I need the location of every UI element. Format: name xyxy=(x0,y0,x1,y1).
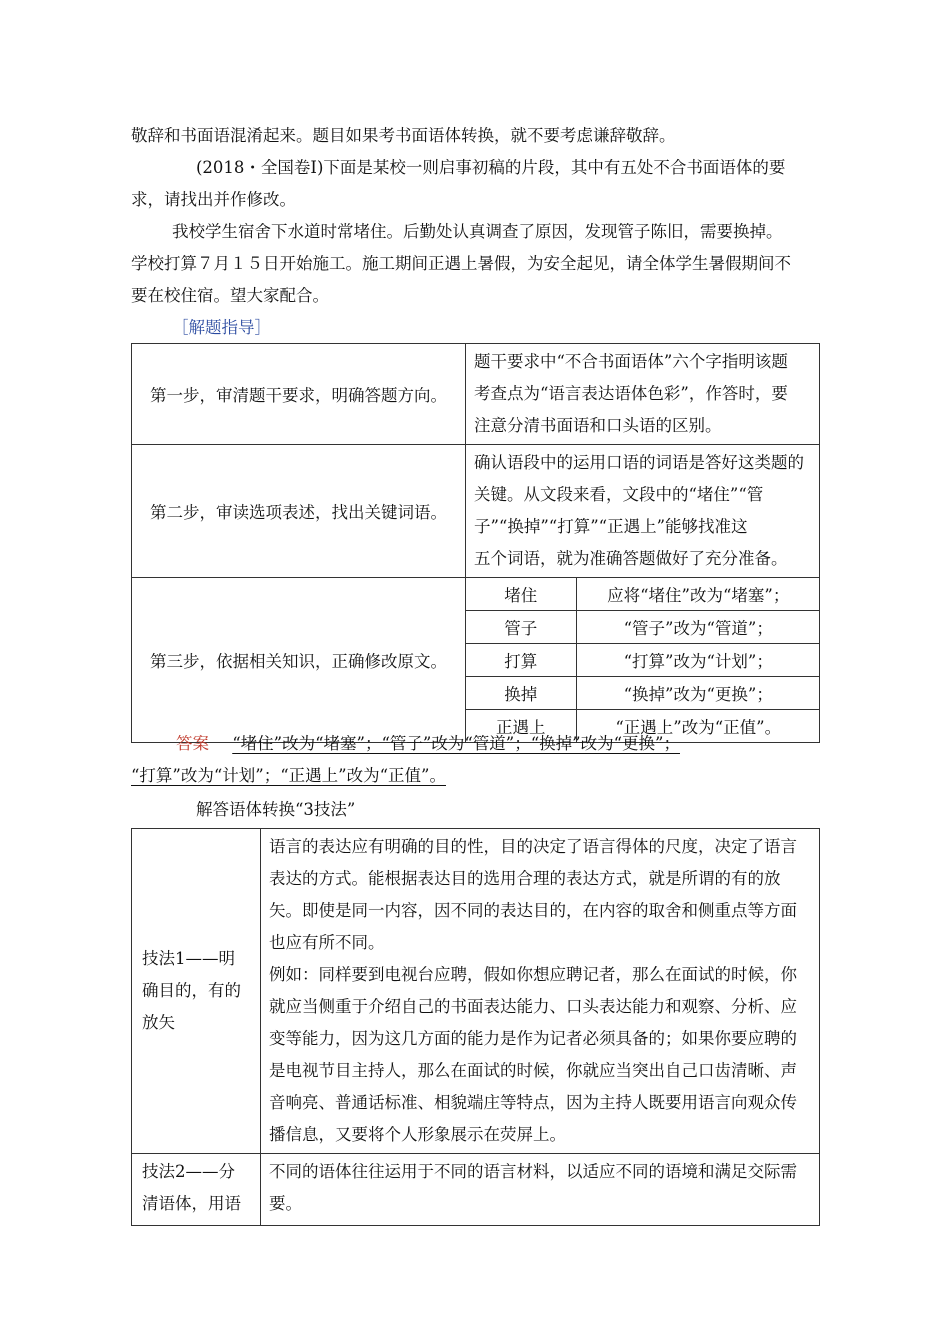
fix-row xyxy=(466,578,820,611)
answer-text: “打算”改为“计划”；“正遇上”改为“正值”。 xyxy=(131,766,446,785)
step-detail-line: 五个词语，就为准确答题做好了充分准备。 xyxy=(474,549,788,568)
step-row xyxy=(132,578,820,743)
fix-text: “正遇上”改为“正值”。 xyxy=(576,710,820,743)
methods-title: 解答语体转换“3技法” xyxy=(196,800,356,819)
question-text-line: (2018・全国卷Ⅰ)下面是某校一则启事初稿的片段，其中有五处不合书面语体的要 xyxy=(196,158,786,177)
method-text-line: 要。 xyxy=(269,1194,302,1213)
fix-table xyxy=(466,578,820,742)
answer-text: “堵住”改为“堵塞”；“管子”改为“管道”；“换掉”改为“更换”； xyxy=(232,734,680,753)
step-label: 第一步，审清题干要求，明确答题方向。 xyxy=(150,386,447,405)
steps-table xyxy=(131,343,820,743)
fix-word: 打算 xyxy=(466,644,576,677)
step-row xyxy=(132,344,820,445)
method-label-line: 技法1——明 xyxy=(142,949,235,968)
method-label-line: 确目的，有的 xyxy=(142,981,241,1000)
fix-row xyxy=(466,611,820,644)
method-text-line: 表达的方式。能根据表达目的选用合理的表达方式，就是所谓的有的放 xyxy=(269,869,781,888)
method-row xyxy=(132,829,820,1154)
fix-word: 换掉 xyxy=(466,677,576,710)
fix-word: 管子 xyxy=(466,611,576,644)
fix-text: 应将“堵住”改为“堵塞”； xyxy=(576,578,820,611)
fix-row xyxy=(466,644,820,677)
method-text-line: 播信息，又要将个人形象展示在荧屏上。 xyxy=(269,1125,566,1144)
method-text-line: 变等能力，因为这几方面的能力是作为记者必须具备的；如果你要应聘的 xyxy=(269,1029,797,1048)
method-text-line: 矢。即使是同一内容，因不同的表达目的，在内容的取舍和侧重点等方面 xyxy=(269,901,797,920)
method-text-line: 是电视节目主持人，那么在面试的时候，你就应当突出自己口齿清晰、声 xyxy=(269,1061,797,1080)
step-label: 第三步，依据相关知识，正确修改原文。 xyxy=(150,652,447,671)
step-detail-line: 注意分清书面语和口头语的区别。 xyxy=(474,416,722,435)
answer-line xyxy=(176,732,680,756)
method-label-line: 技法2——分 xyxy=(142,1162,235,1181)
answer-label: 答案 xyxy=(176,734,209,753)
passage-text-line: 学校打算７月１５日开始施工。施工期间正遇上暑假，为安全起见，请全体学生暑假期间不 xyxy=(131,254,791,273)
step-row xyxy=(132,445,820,578)
fix-word: 正遇上 xyxy=(466,710,576,743)
methods-table xyxy=(131,828,820,1226)
step-detail-line: 关键。从文段来看，文段中的“堵住”“管 xyxy=(474,485,764,504)
step-detail-line: 题干要求中“不合书面语体”六个字指明该题 xyxy=(474,352,788,371)
question-text-line: 求，请找出并作修改。 xyxy=(131,190,296,209)
step-detail-line: 子”“换掉”“打算”“正遇上”能够找准这 xyxy=(474,517,748,536)
fix-word: 堵住 xyxy=(466,578,576,611)
passage-text-line: 要在校住宿。望大家配合。 xyxy=(131,286,329,305)
method-label-line: 放矢 xyxy=(142,1013,175,1032)
fix-text: “换掉”改为“更换”； xyxy=(576,677,820,710)
passage-text-line: 我校学生宿舍下水道时常堵住。后勤处认真调查了原因，发现管子陈旧，需要换掉。 xyxy=(172,222,783,241)
fix-row xyxy=(466,677,820,710)
fix-text: “打算”改为“计划”； xyxy=(576,644,820,677)
method-label-line: 清语体，用语 xyxy=(142,1194,241,1213)
method-text-line: 不同的语体往往运用于不同的语言材料，以适应不同的语境和满足交际需 xyxy=(269,1162,797,1181)
step-detail-line: 确认语段中的运用口语的词语是答好这类题的 xyxy=(474,453,804,472)
step-label: 第二步，审读选项表述，找出关键词语。 xyxy=(150,503,447,522)
guide-label: ［解题指导］ xyxy=(172,318,271,337)
method-row xyxy=(132,1154,820,1226)
method-text-line: 也应有所不同。 xyxy=(269,933,385,952)
method-text-line: 就应当侧重于介绍自己的书面表达能力、口头表达能力和观察、分析、应 xyxy=(269,997,797,1016)
method-text-line: 语言的表达应有明确的目的性，目的决定了语言得体的尺度，决定了语言 xyxy=(269,837,797,856)
method-text-line: 例如：同样要到电视台应聘，假如你想应聘记者，那么在面试的时候，你 xyxy=(269,965,797,984)
step-detail-line: 考查点为“语言表达语体色彩”，作答时，要 xyxy=(474,384,788,403)
intro-text-line: 敬辞和书面语混淆起来。题目如果考书面语体转换，就不要考虑谦辞敬辞。 xyxy=(131,126,676,145)
method-text-line: 音响亮、普通话标准、相貌端庄等特点，因为主持人既要用语言向观众传 xyxy=(269,1093,797,1112)
fix-text: “管子”改为“管道”； xyxy=(576,611,820,644)
